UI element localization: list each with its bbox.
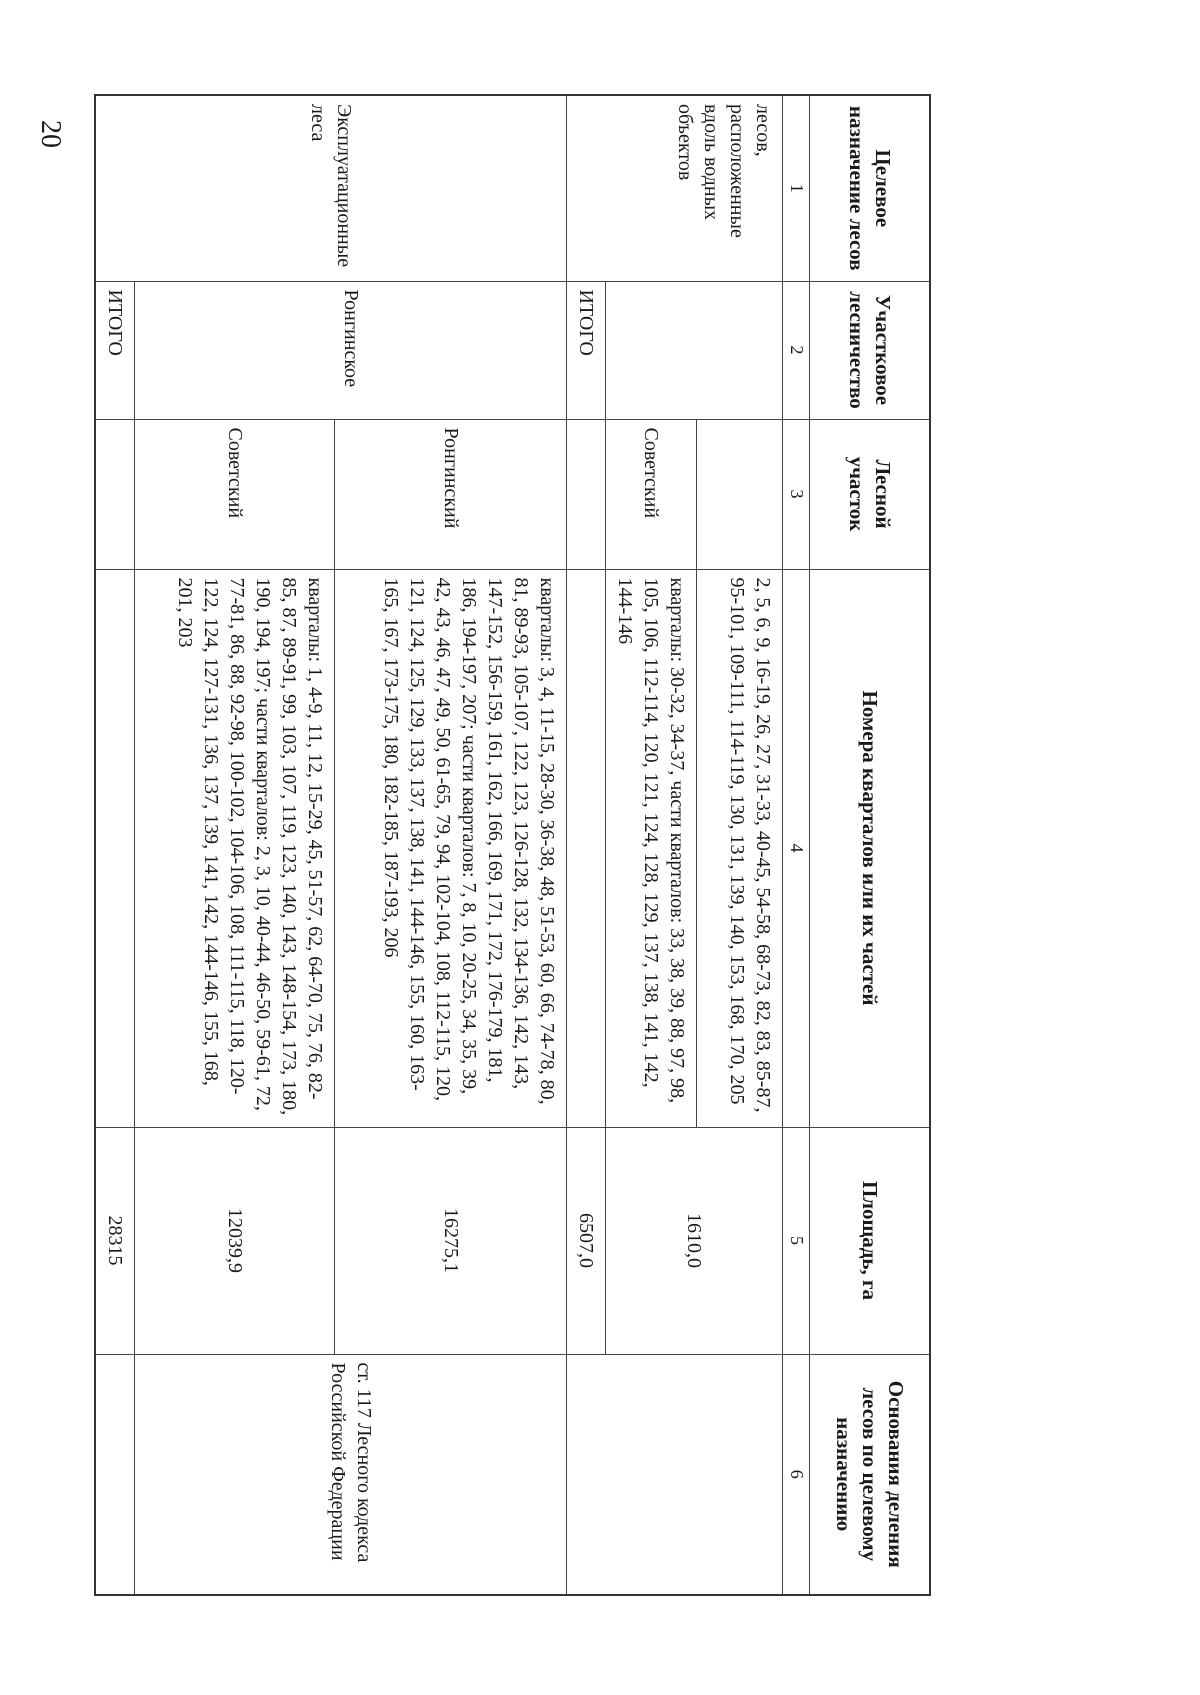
quarters-cell: кварталы: 1, 4-9, 11, 12, 15-29, 45, 51-57, 62, 64-70, 75, 76, 82-85, 87, 89-91, 99, 103, 107, 119, 123, 140, 143, 148-154, 173, 180, 190, 194, 197; части кварталов: 2, 3, 10, 40-44, 46-50, 59-61, 72, 77-81, 86, 88, 92-98, 100-102, 104-106, 108, 111-115, 118, 120-122, 124, 127-131, 136, 137, 139, 141, 142, 144-146, 155, 168, 201, 203 [135, 569, 335, 1127]
header-row [810, 95, 930, 1595]
basis-cell [567, 1354, 783, 1595]
plot-cell: Советский [135, 419, 335, 569]
quarters-cell [96, 569, 136, 1127]
plot-cell [567, 419, 606, 569]
total-area: 28315 [96, 1127, 136, 1354]
column-number: 6 [783, 1354, 810, 1595]
header-purpose: Целевое назначение лесов [810, 95, 930, 281]
header-area: Площадь, га [810, 1127, 930, 1354]
area-cell: 16275,1 [335, 1127, 567, 1354]
plot-cell: Советский [606, 419, 697, 569]
header-basis: Основания деления лесов по целевому назначению [810, 1354, 930, 1595]
table-row [697, 95, 783, 1595]
table-row [335, 95, 567, 1595]
area-cell: 1610,0 [606, 1127, 783, 1354]
district-cell: Ронгинское [135, 281, 567, 419]
column-number: 1 [783, 95, 810, 281]
page-number: 20 [35, 120, 66, 148]
district-cell [606, 281, 783, 419]
column-number: 5 [783, 1127, 810, 1354]
quarters-cell: 2, 5, 6, 9, 16-19, 26, 27, 31-33, 40-45, 54-58, 68-73, 82, 83, 85-87, 95-101, 109-111, 114-119, 130, 131, 139, 140, 153, 168, 170, 205 [697, 569, 783, 1127]
forest-purpose-table [95, 94, 932, 1596]
total-row [96, 95, 136, 1595]
area-cell: 12039,9 [135, 1127, 335, 1354]
quarters-cell [567, 569, 606, 1127]
basis-cell: ст. 117 Лесного кодекса Российской Федерации [135, 1354, 567, 1595]
quarters-cell: кварталы: 30-32, 34-37, части кварталов: 33, 38, 39, 88, 97, 98, 105, 106, 112-114, 120, 121, 124, 128, 129, 137, 138, 141, 142, 144-146 [606, 569, 697, 1127]
total-area: 6507,0 [567, 1127, 606, 1354]
total-label: ИТОГО [96, 281, 136, 419]
plot-cell: Ронгинский [335, 419, 567, 569]
plot-cell [697, 419, 783, 569]
column-number: 4 [783, 569, 810, 1127]
header-quarters: Номера кварталов или их частей [810, 569, 930, 1127]
header-district: Участковое лесничество [810, 281, 930, 419]
total-label: ИТОГО [567, 281, 606, 419]
purpose-cell: лесов, расположенные вдоль водных объектов [567, 95, 783, 281]
rotated-table-container [104, 94, 931, 1594]
column-number-row [783, 95, 810, 1595]
basis-cell [96, 1354, 136, 1595]
purpose-cell: Эксплуатационные леса [96, 95, 568, 281]
column-number: 3 [783, 419, 810, 569]
header-plot: Лесной участок [810, 419, 930, 569]
plot-cell [96, 419, 136, 569]
quarters-cell: кварталы: 3, 4, 11-15, 28-30, 36-38, 48, 51-53, 60, 66, 74-78, 80, 81, 89-93, 105-107, 122, 123, 126-128, 132, 134-136, 142, 143, 147-152, 156-159, 161, 162, 166, 169, 171, 172, 176-179, 181, 186, 194-197, 207; части кварталов: 7, 8, 10, 20-25, 34, 35, 39, 42, 43, 46, 47, 49, 50, 61-65, 79, 94, 102-104, 108, 112-115, 120, 121, 124, 125, 129, 133, 137, 138, 141, 144-146, 155, 160, 163-165, 167, 173-175, 180, 182-185, 187-193, 206 [335, 569, 567, 1127]
column-number: 2 [783, 281, 810, 419]
